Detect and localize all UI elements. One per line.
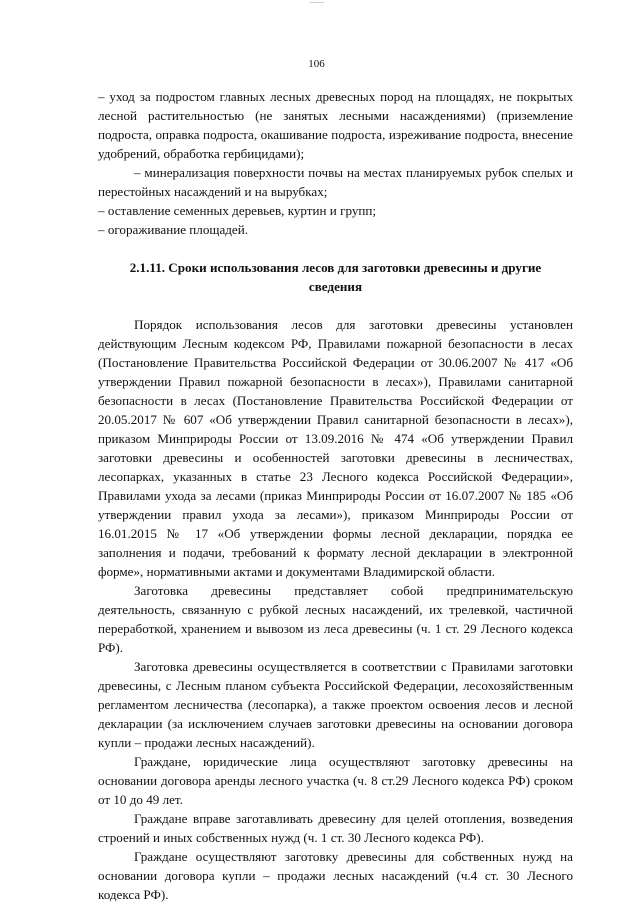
page-number: 106: [308, 58, 325, 70]
section-heading: 2.1.11. Сроки использования лесов для заготовки древесины и другие сведения: [129, 260, 542, 294]
body-paragraph: Заготовка древесины осуществляется в соответствии с Правилами заготовки древесины, с Лесным планом субъекта Российской Федерации, лесохозяйственным регламентом лесничества (лесопарка), а также проектом освоения лесов и лесной декларации (за исключением случаев заготовки древесины на основании договора купли – продажи лесных насаждений).: [98, 659, 573, 750]
list-item: – минерализация поверхности почвы на местах планируемых рубок спелых и перестойных насаждений и на вырубках;: [98, 165, 573, 199]
body-paragraph: Заготовка древесины представляет собой предпринимательскую деятельность, связанную с рубкой лесных насаждений, их трелевкой, частичной переработкой, хранением и вывозом из леса древесины (ч. 1 ст. 29 Лесного кодекса РФ).: [98, 583, 573, 655]
list-item: – уход за подростом главных лесных древесных пород на площадях, не покрытых лесной растительностью (не занятых лесными насаждениями) (приземление подроста, оправка подроста, окашивание подроста, изреживание подроста, внесение удобрений, обработка гербицидами);: [98, 89, 573, 161]
page-content: [98, 87, 573, 904]
body-paragraph: Граждане, юридические лица осуществляют заготовку древесины на основании договора аренды лесного участка (ч. 8 ст.29 Лесного кодекса РФ) сроком от 10 до 49 лет.: [98, 754, 573, 807]
body-paragraph: Граждане вправе заготавливать древесину для целей отопления, возведения строений и иных собственных нужд (ч. 1 ст. 30 Лесного кодекса РФ).: [98, 811, 573, 845]
body-paragraph: Порядок использования лесов для заготовки древесины установлен действующим Лесным кодексом РФ, Правилами пожарной безопасности в лесах (Постановление Правительства Российской Федерации от 30.06.2007 № 417 «Об утверждении Правил пожарной безопасности в лесах»), Правилами санитарной безопасности в лесах (Постановление Правительства Российской Федерации от 20.05.2017 № 607 «Об утверждении Правил санитарной безопасности в лесах»), приказом Минприроды России от 13.09.2016 № 474 «Об утверждении Правил заготовки древесины и особенностей заготовки древесины в лесничествах, лесопарках, указанных в статье 23 Лесного кодекса Российской Федерации», Правилами ухода за лесами (приказ Минприроды России от 16.07.2007 № 185 «Об утверждении правил ухода за лесами»), приказом Минприроды России от 16.01.2015 № 17 «Об утверждении формы лесной декларации, порядка ее заполнения и подачи, требований к формату лесной декларации в электронной форме», нормативными актами и документами Владимирской области.: [98, 317, 573, 579]
list-item: – огораживание площадей.: [98, 222, 249, 237]
scan-mark: [310, 2, 324, 5]
body-paragraph: Граждане осуществляют заготовку древесины для собственных нужд на основании договора купли – продажи лесных насаждений (ч.4 ст. 30 Лесного кодекса РФ).: [98, 849, 573, 902]
list-item: – оставление семенных деревьев, куртин и групп;: [98, 203, 377, 218]
